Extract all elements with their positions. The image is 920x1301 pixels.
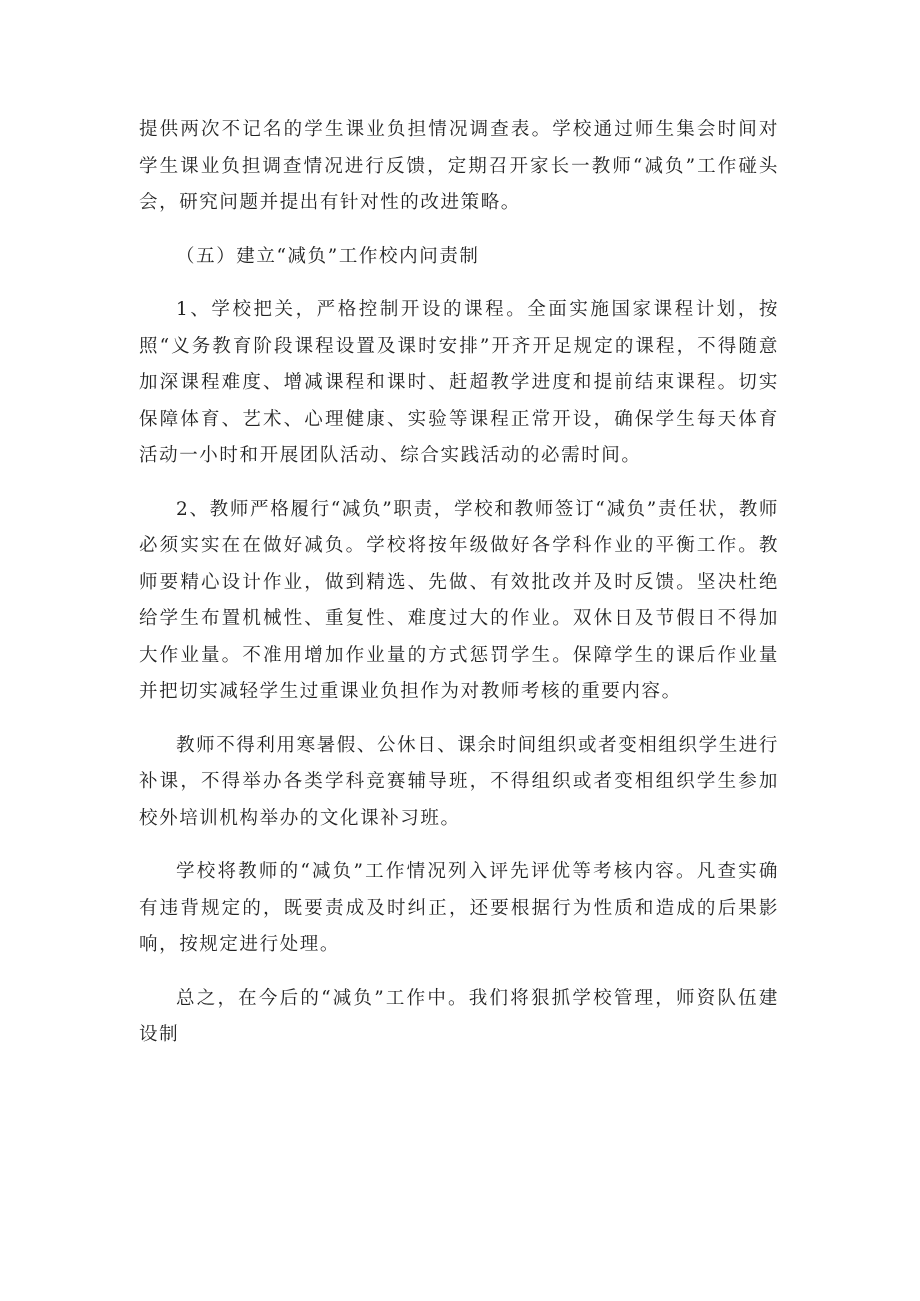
paragraph-evaluation: 学校将教师的“减负”工作情况列入评先评优等考核内容。凡查实确有违背规定的，既要责成及时纠正，还要根据行为性质和造成的后果影响，按规定进行处理。 bbox=[139, 861, 779, 955]
paragraph-teacher-duties: 2、教师严格履行“减负”职责，学校和教师签订“减负”责任状，教师必须实实在在做好减负。学校将按年级做好各学科作业的平衡工作。教师要精心设计作业，做到精选、先做、有效批改并及时反馈。坚决杜绝给学生布置机械性、重复性、难度过大的作业。双休日及节假日不得加大作业量。不准用增加作业量的方式惩罚学生。保障学生的课后作业量并把切实减轻学生过重课业负担作为对教师考核的重要内容。 bbox=[139, 498, 779, 702]
document-body bbox=[139, 112, 779, 1071]
section-heading-accountability: （五）建立“减负”工作校内问责制 bbox=[176, 245, 480, 267]
paragraph-curriculum-control: 1、学校把关，严格控制开设的课程。全面实施国家课程计划，按照“义务教育阶段课程设置及课时安排”开齐开足规定的课程，不得随意加深课程难度、增减课程和课时、赶超教学进度和提前结束课程。切实保障体育、艺术、心理健康、实验等课程正常开设，确保学生每天体育活动一小时和开展团队活动、综合实践活动的必需时间。 bbox=[139, 299, 779, 466]
paragraph-conclusion: 总之，在今后的“减负”工作中。我们将狠抓学校管理，师资队伍建设制 bbox=[139, 987, 779, 1045]
paragraph-survey-feedback: 提供两次不记名的学生课业负担情况调查表。学校通过师生集会时间对学生课业负担调查情况进行反馈，定期召开家长一教师“减负”工作碰头会，研究问题并提出有针对性的改进策略。 bbox=[139, 119, 779, 213]
paragraph-no-tutoring: 教师不得利用寒暑假、公休日、课余时间组织或者变相组织学生进行补课，不得举办各类学科竞赛辅导班，不得组织或者变相组织学生参加校外培训机构举办的文化课补习班。 bbox=[139, 734, 780, 829]
